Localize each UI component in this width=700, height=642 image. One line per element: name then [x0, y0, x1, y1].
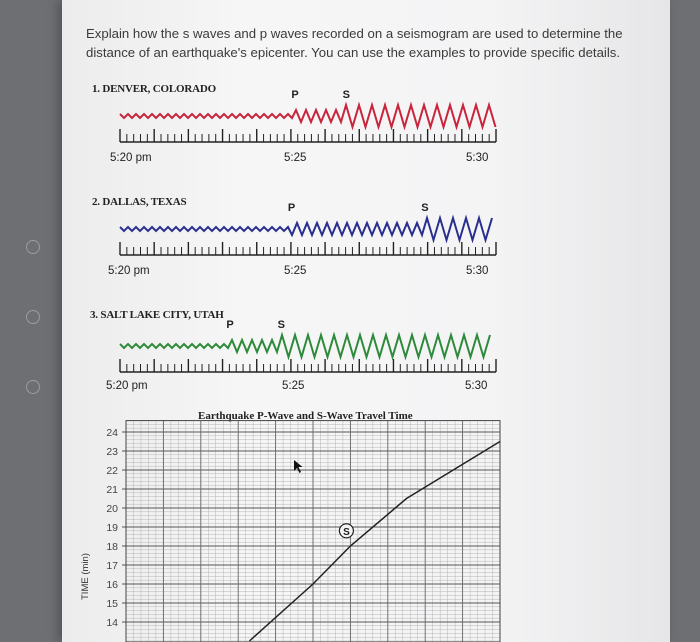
seismogram-wave [120, 335, 490, 357]
seismogram-2 [98, 199, 502, 265]
seismogram-1 [98, 86, 502, 152]
edge-circle-icon [26, 310, 40, 324]
y-tick-label: 19 [106, 522, 118, 534]
seismogram-wave [120, 105, 496, 127]
y-tick-label: 21 [106, 484, 118, 496]
seismogram-1-time-mid: 5:25 [284, 152, 307, 164]
y-tick-label: 15 [106, 598, 118, 610]
seismogram-3 [98, 316, 502, 382]
seismogram-2-label: 2. DALLAS, TEXAS [92, 196, 187, 208]
seismogram-wave [120, 218, 492, 240]
s-wave-marker: S [421, 202, 429, 214]
question-text: Explain how the s waves and p waves recorded on a seismogram are used to determine the distance of an earthquake's epicenter. You can use the examples to provide specific details. [86, 26, 623, 60]
seismogram-3-time-end: 5:30 [465, 380, 488, 392]
worksheet-page [62, 0, 670, 642]
s-wave-marker: S [342, 89, 350, 101]
p-wave-marker: P [226, 319, 234, 331]
travel-time-chart [62, 420, 670, 642]
y-tick-label: 14 [106, 617, 118, 629]
y-tick-label: 17 [106, 560, 118, 572]
y-tick-label: 24 [106, 427, 118, 439]
seismogram-2-time-end: 5:30 [466, 265, 489, 277]
seismogram-2-time-mid: 5:25 [284, 265, 307, 277]
seismogram-2-time-start: 5:20 pm [108, 265, 150, 277]
y-tick-label: 16 [106, 579, 118, 591]
seismogram-3-time-start: 5:20 pm [106, 380, 148, 392]
chart-title: Earthquake P-Wave and S-Wave Travel Time [198, 410, 413, 422]
edge-circle-icon [26, 380, 40, 394]
seismogram-1-time-start: 5:20 pm [110, 152, 152, 164]
s-wave-marker: S [277, 319, 285, 331]
p-wave-marker: P [291, 89, 299, 101]
seismogram-1-time-end: 5:30 [466, 152, 489, 164]
y-tick-label: 22 [106, 465, 118, 477]
seismogram-3-label: 3. SALT LAKE CITY, UTAH [90, 309, 224, 321]
y-tick-label: 23 [106, 446, 118, 458]
y-tick-label: 18 [106, 541, 118, 553]
chart-y-axis-label: TIME (min) [80, 553, 91, 600]
edge-circle-icon [26, 240, 40, 254]
s-curve-label: S [343, 526, 350, 538]
seismogram-3-time-mid: 5:25 [282, 380, 305, 392]
seismogram-1-label: 1. DENVER, COLORADO [92, 83, 216, 95]
p-wave-marker: P [287, 202, 296, 214]
y-tick-label: 20 [106, 503, 118, 515]
